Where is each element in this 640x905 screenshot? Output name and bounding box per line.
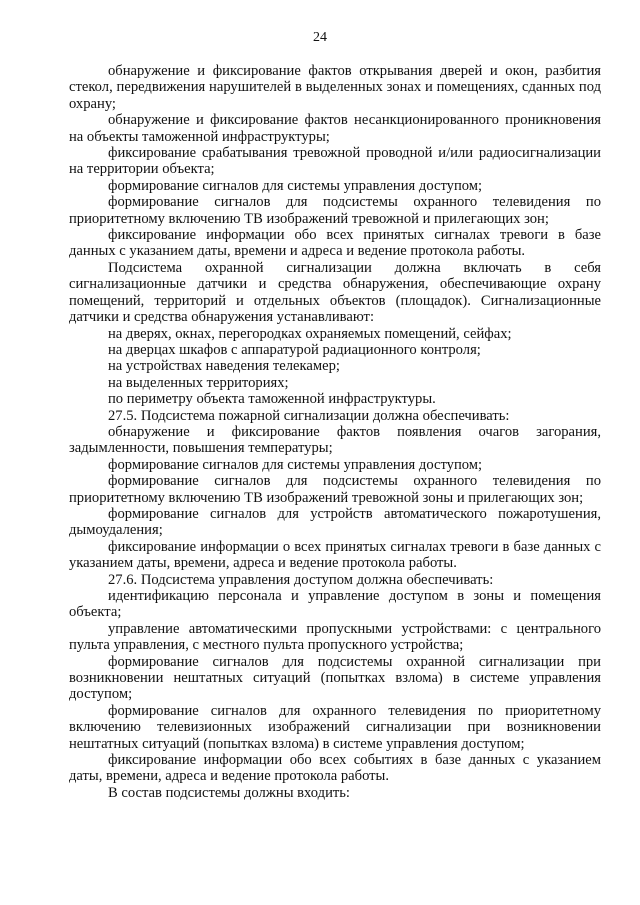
paragraph: Подсистема охранной сигнализации должна включать в себя сигнализационные датчики и средства обнаружения, обеспечивающие охрану помещений, территорий и отдельных объектов (площадок). Сигнализационные датчики и средства обнаружения устанавливают:: [69, 259, 601, 326]
paragraph: фиксирование информации обо всех принятых сигналах тревоги в базе данных с указанием даты, времени и адреса и ведение протокола работы.: [69, 227, 601, 260]
paragraph: обнаружение и фиксирование фактов открывания дверей и окон, разбития стекол, передвижения нарушителей в выделенных зонах и помещениях, сданных под охрану;: [69, 63, 601, 112]
paragraph: фиксирование срабатывания тревожной проводной и/или радиосигнализации на территории объекта;: [69, 145, 601, 178]
section-heading: 27.6. Подсистема управления доступом должна обеспечивать:: [108, 571, 494, 588]
paragraph: фиксирование информации обо всех событиях в базе данных с указанием даты, времени, адреса и ведение протокола работы.: [69, 752, 601, 785]
paragraph: на дверях, окнах, перегородках охраняемых помещений, сейфах;: [108, 325, 512, 342]
paragraph: формирование сигналов для подсистемы охранного телевидения по приоритетному включению ТВ изображений тревожной и прилегающих зон;: [69, 194, 601, 227]
paragraph: обнаружение и фиксирование фактов появления очагов загорания, задымленности, повышения температуры;: [69, 423, 601, 457]
paragraph: на выделенных территориях;: [108, 374, 289, 391]
paragraph: по периметру объекта таможенной инфраструктуры.: [108, 391, 436, 408]
paragraph: управление автоматическими пропускными устройствами: с центрального пульта управления, с местного пульта пропускного устройства;: [69, 620, 601, 654]
section-heading: 27.5. Подсистема пожарной сигнализации должна обеспечивать:: [108, 407, 510, 424]
paragraph: формирование сигналов для устройств автоматического пожаротушения, дымоудаления;: [69, 505, 601, 539]
paragraph: на дверцах шкафов с аппаратурой радиационного контроля;: [108, 341, 481, 358]
paragraph: обнаружение и фиксирование фактов несанкционированного проникновения на объекты таможенной инфраструктуры;: [69, 112, 601, 145]
paragraph: формирование сигналов для системы управления доступом;: [108, 177, 483, 194]
paragraph: фиксирование информации о всех принятых сигналах тревоги в базе данных с указанием даты, времени, адреса и ведение протокола работы.: [69, 538, 601, 572]
paragraph: формирование сигналов для системы управления доступом;: [108, 456, 483, 473]
paragraph: на устройствах наведения телекамер;: [108, 358, 340, 375]
document-body: [69, 63, 601, 801]
paragraph: формирование сигналов для подсистемы охранного телевидения по приоритетному включению ТВ изображений тревожной зоны и прилегающих зон;: [69, 473, 601, 506]
paragraph: формирование сигналов для подсистемы охранной сигнализации при возникновении нештатных ситуаций (попытках взлома) в системе управления доступом;: [69, 653, 601, 703]
paragraph: формирование сигналов для охранного телевидения по приоритетному включению телевизионных изображений сигнализации при возникновении нештатных ситуаций (попытках взлома) в системе управления доступом;: [69, 702, 601, 752]
page-number: 24: [313, 30, 327, 45]
paragraph: идентификацию персонала и управление доступом в зоны и помещения объекта;: [69, 588, 601, 621]
paragraph: В состав подсистемы должны входить:: [108, 784, 350, 801]
